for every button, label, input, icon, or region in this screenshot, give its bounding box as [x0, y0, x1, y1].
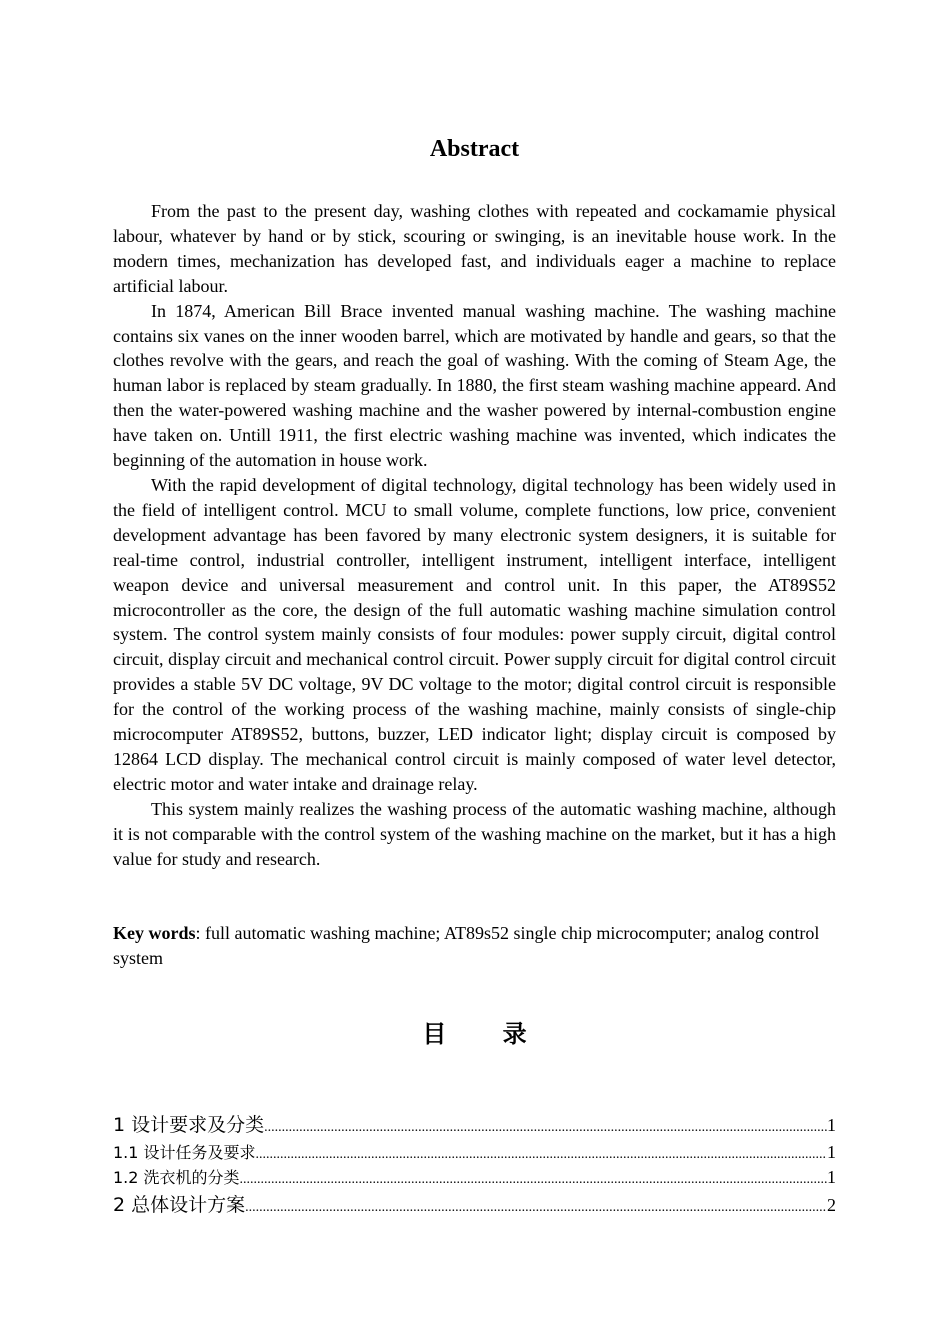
- toc-title: 目 录: [422, 1020, 551, 1048]
- toc-entry-page: 2: [827, 1195, 836, 1215]
- toc-entry-page: 1: [827, 1167, 836, 1187]
- keywords-label: Key words: [113, 923, 196, 943]
- abstract-body: [113, 199, 836, 871]
- toc-entry[interactable]: [113, 1110, 836, 1140]
- toc-leader-dots: [245, 1193, 827, 1220]
- toc-entry-label: 1 设计要求及分类: [113, 1114, 265, 1136]
- table-of-contents: [113, 1110, 836, 1220]
- abstract-paragraph: In 1874, American Bill Brace invented manual washing machine. The washing machine contains six vanes on the inner wooden barrel, which are motivated by handle and gears, so that the clothes revolve with the gears, and reach the goal of washing. With the coming of Steam Age, the human labor is replaced by steam gradually. In 1880, the first steam washing machine appeard. And then the water-powered washing machine and the washer powered by internal-combustion engine have taken on. Untill 1911, the first electric washing machine was invented, which indicates the beginning of the automation in house work.: [113, 300, 836, 471]
- toc-leader-dots: [240, 1167, 827, 1190]
- abstract-paragraph: This system mainly realizes the washing process of the automatic washing machine, although it is not comparable with the control system of the washing machine on the market, but it has a high value for study and research.: [113, 798, 836, 869]
- toc-leader-dots: [256, 1142, 827, 1165]
- keywords: [113, 921, 836, 971]
- toc-entry[interactable]: [113, 1190, 836, 1220]
- toc-leader-dots: [264, 1113, 827, 1140]
- toc-entry-label: 2 总体设计方案: [113, 1194, 246, 1216]
- toc-entry[interactable]: [113, 1140, 836, 1165]
- abstract-paragraph: From the past to the present day, washing clothes with repeated and cockamamie physical labour, whatever by hand or by stick, scouring or swinging, is an inevitable house work. In the modern times, mechanization has developed fast, and individuals eager a machine to replace artificial labour.: [113, 201, 836, 296]
- toc-entry-label: 1.1 设计任务及要求: [113, 1143, 256, 1162]
- keywords-text: : full automatic washing machine; AT89s52 single chip microcomputer; analog control system: [113, 923, 820, 968]
- abstract-title: Abstract: [429, 136, 520, 162]
- abstract-paragraph: With the rapid development of digital technology, digital technology has been widely used in the field of intelligent control. MCU to small volume, complete functions, low price, convenient development advantage has been favored by many electronic system designers, it is suitable for real-time control, industrial controller, intelligent instrument, intelligent interface, intelligent weapon device and universal measurement and control unit. In this paper, the AT89S52 microcontroller as the core, the design of the full automatic washing machine simulation control system. The control system mainly consists of four modules: power supply circuit, digital control circuit, display circuit and mechanical control circuit. Power supply circuit for digital control circuit provides a stable 5V DC voltage, 9V DC voltage to the motor; digital control circuit is responsible for the control of the working process of the washing machine, mainly consists of single-chip microcomputer AT89S52, buttons, buzzer, LED indicator light; display circuit is composed by 12864 LCD display. The mechanical control circuit is mainly composed of water level detector, electric motor and water intake and drainage relay.: [113, 474, 836, 794]
- toc-entry-page: 1: [827, 1115, 836, 1135]
- toc-entry[interactable]: [113, 1165, 836, 1190]
- toc-entry-label: 1.2 洗衣机的分类: [113, 1168, 240, 1187]
- toc-entry-page: 1: [827, 1142, 836, 1162]
